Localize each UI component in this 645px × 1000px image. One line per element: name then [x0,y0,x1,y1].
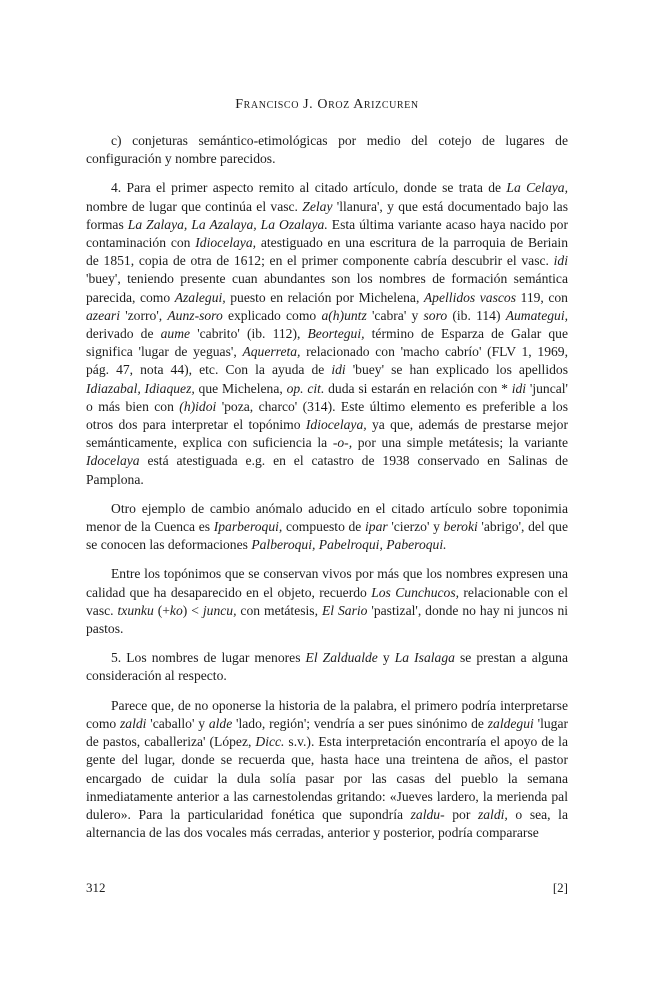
paragraph [86,697,568,843]
text-run: (ib. 114) [447,307,506,323]
italic-run: La Isalaga [394,650,455,666]
text-run: 'buey' se han explicado los apellidos [345,362,568,378]
italic-run: Palberoqui, Pabelroqui, Paberoqui. [251,537,447,553]
text-run: 'lado, región'; vendría a ser pues sinónimo de [232,715,488,731]
text-run: 'juncal' o más bien con [86,380,569,414]
text-run: se prestan a alguna consideración al respecto. [86,650,568,684]
italic-run: aume [160,326,191,342]
italic-run: soro [423,307,448,323]
text-run: Parece que, de no oponerse la historia de la palabra, el primero podría interpretarse como [86,697,568,731]
text-run: 'cabra' y [366,307,424,323]
italic-run: Aumategui, [505,307,568,323]
text-run: 'buey', teniendo presente cuan abundantes son los nombres de formación semántica parecida, como [86,271,568,305]
italic-run: idi [331,362,346,378]
italic-run: Aunz-soro [167,307,223,323]
italic-run: zaldegui [487,715,534,731]
text-run: o sea, la alternancia de las dos vocales más cerradas, anterior y posterior, podría compararse [86,806,568,841]
body-text [86,132,568,853]
italic-run: La Zalaya, La Azalaya, La Ozalaya. [127,216,328,232]
italic-run: idi [511,380,527,396]
italic-run: La Celaya, [506,180,568,196]
text-run: nombre de lugar que continúa el vasc. [86,198,303,214]
italic-run: ko [169,602,183,618]
text-run: ya que, además de prestarse mejor semánticamente, explica con suficiencia la [86,417,568,451]
text-run: 'cabrito' (ib. 112), [190,326,308,342]
text-run: por [444,806,478,822]
italic-run: Azalegui, [174,289,226,305]
text-run: relacionable con el vasc. [86,584,568,618]
italic-run: Dicc. [255,734,285,750]
text-run: 5. Los nombres de lugar menores [111,650,306,666]
italic-run: Idiocelaya, [305,417,367,433]
paragraph [86,179,568,488]
italic-run: Idocelaya [86,453,140,469]
italic-run: juncu, [202,602,237,618]
text-run: 4. Para el primer aspecto remito al citado artículo, donde se trata de [111,180,507,196]
italic-run: zaldu- [410,806,445,822]
italic-run: Zelay [302,198,333,214]
text-run: c) conjeturas semántico-etimológicas por medio del cotejo de lugares de configuración y nombre parecidos. [86,133,568,167]
italic-run: Idiocelaya, [195,235,257,251]
page-number: 312 [86,880,106,895]
text-run: y [377,650,395,666]
paragraph [86,565,568,638]
text-run: Otro ejemplo de cambio anómalo aducido en el citado artículo sobre toponimia menor de la Cuenca es [86,500,568,535]
text-run: relacionado con 'macho cabrío' (FLV 1, 1969, pág. 47, nota 44), etc. Con la ayuda de [86,344,568,378]
italic-run: azeari [86,307,120,323]
italic-run: idi [553,253,568,269]
text-run: 'abrigo', del que se conocen las deformaciones [86,519,568,553]
italic-run: -o-, [332,435,353,451]
paragraph [86,649,568,685]
paragraph [86,500,568,555]
text-run: que Michelena, [194,380,287,396]
italic-run: txunku [117,602,154,618]
text-run: está atestiguada e.g. en el catastro de 1938 conservado en Salinas de Pamplona. [86,453,568,487]
italic-run: op. cit. [286,380,325,396]
text-run: duda si estarán en relación con * [324,380,512,396]
text-run: atestiguado en una escritura de la parroquia de Beriain de 1851, copia de otra de 1612; en el primer componente cabría descubrir el vasc. [86,235,568,269]
text-run: 'lugar de pastos, caballeriza' (López, [86,715,569,750]
text-run: con metátesis, [236,602,322,618]
text-run: (+ [153,602,170,618]
italic-run: Iparberoqui, [213,519,283,535]
text-run: 'pastizal', donde no hay ni juncos ni pastos. [86,602,569,637]
text-run: s.v.). Esta interpretación encontraría el apoyo de la gente del lugar, donde se recuerda que, hasta hace una treintena de años, el pastor encargado de cuidar la dula solía pasar por las casas del pueblo la semana inmediatamente anterior a las carnestolendas gritando: «Jueves lardero, la merienda pal dulero». Para la particularidad fonética que supondría [86,734,568,822]
text-run: ) < [182,602,203,618]
text-run: 'llanura', y que está documentado bajo las formas [86,198,569,232]
italic-run: (h)idoi [179,398,217,414]
italic-run: beroki [443,519,478,535]
text-run: 'cierzo' y [387,519,444,535]
text-run: Entre los topónimos que se conservan vivos por más que los nombres expresen una calidad que ha desaparecido en el objeto, recuerdo [86,566,568,600]
text-run: compuesto de [282,519,365,535]
text-run: por una simple metátesis; la variante [352,435,569,451]
page-signature: [2] [552,880,568,895]
text-run: término de Esparza de Galar que significa 'lugar de yeguas', [86,326,568,360]
italic-run: zaldi [120,715,147,731]
italic-run: Beortegui, [307,326,365,342]
italic-run: El Zaldualde [305,650,378,666]
italic-run: El Sario [321,602,368,618]
text-run: explicado como [222,307,322,323]
italic-run: zaldi, [477,806,508,822]
italic-run: Idiazabal, Idiaquez, [86,380,195,396]
italic-run: a(h)untz [321,307,367,323]
text-run: 'caballo' y [146,715,209,731]
paragraph [86,132,568,168]
running-head: Francisco J. Oroz Arizcuren [235,97,419,112]
italic-run: Apellidos vascos [423,289,516,305]
italic-run: ipar [365,519,388,535]
text-run: 'zorro', [119,307,168,323]
italic-run: alde [208,715,233,731]
italic-run: Aquerreta, [242,344,301,360]
text-run: Esta última variante acaso haya nacido por contaminación con [86,216,568,251]
text-run: 'poza, charco' (314). Este último elemento es preferible a los otros dos para interpretar el topónimo [86,398,568,433]
text-run: puesto en relación por Michelena, [225,289,424,305]
italic-run: Los Cunchucos, [371,584,460,600]
text-run: 119, con [516,289,568,305]
text-run: derivado de [86,326,161,342]
